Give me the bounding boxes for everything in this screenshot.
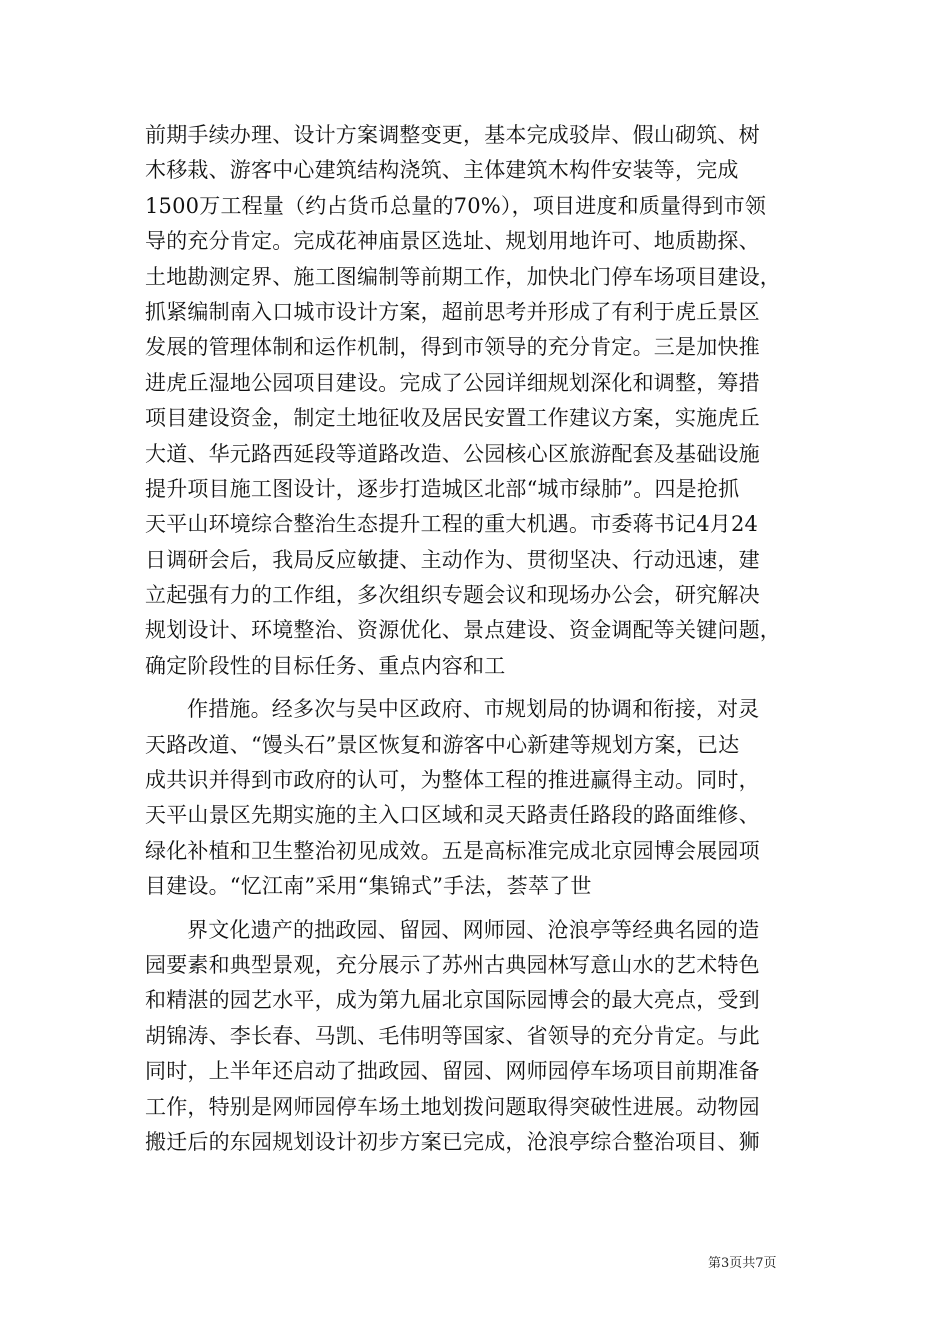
text-line: 日调研会后，我局反应敏捷、主动作为、贯彻坚决、行动迅速，建	[145, 547, 760, 572]
text-line: 天路改道、“馒头石”景区恢复和游客中心新建等规划方案，已达	[145, 732, 740, 757]
text-line: 和精湛的园艺水平，成为第九届北京国际园博会的最大亮点，受到	[145, 988, 760, 1013]
text-line: 提升项目施工图设计，逐步打造城区北部“城市绿肺”。四是抢抓	[145, 476, 740, 501]
text-line: 发展的管理体制和运作机制，得到市领导的充分肯定。三是加快推	[145, 335, 760, 360]
text-line: 1500万工程量（约占货币总量的70%），项目进度和质量得到市领	[145, 193, 767, 218]
paragraph-3	[145, 913, 815, 1161]
text-line: 进虎丘湿地公园项目建设。完成了公园详细规划深化和调整，筹措	[145, 370, 760, 395]
text-line: 导的充分肯定。完成花神庙景区选址、规划用地许可、地质勘探、	[145, 229, 760, 254]
text-line: 绿化补植和卫生整治初见成效。五是高标准完成北京园博会展园项	[145, 838, 760, 863]
text-line: 土地勘测定界、施工图编制等前期工作，加快北门停车场项目建设，	[145, 264, 781, 289]
text-line: 作措施。经多次与吴中区政府、市规划局的协调和衔接，对灵	[187, 697, 760, 722]
text-line: 搬迁后的东园规划设计初步方案已完成，沧浪亭综合整治项目、狮	[145, 1129, 760, 1154]
text-line: 胡锦涛、李长春、马凯、毛伟明等国家、省领导的充分肯定。与此	[145, 1023, 760, 1048]
text-line: 成共识并得到市政府的认可，为整体工程的推进赢得主动。同时，	[145, 768, 760, 793]
paragraph-gap	[145, 684, 815, 692]
text-line: 天平山环境综合整治生态提升工程的重大机遇。市委蒋书记4月24	[145, 512, 759, 537]
text-line: 立起强有力的工作组，多次组织专题会议和现场办公会，研究解决	[145, 583, 760, 608]
paragraph-gap	[145, 905, 815, 913]
paragraph-1	[145, 118, 815, 684]
body-text	[145, 118, 815, 1160]
text-line: 规划设计、环境整治、资源优化、景点建设、资金调配等关键问题，	[145, 618, 781, 643]
text-line: 目建设。“忆江南”采用“集锦式”手法，荟萃了世	[145, 874, 592, 899]
text-line: 抓紧编制南入口城市设计方案，超前思考并形成了有利于虎丘景区	[145, 299, 760, 324]
text-line: 大道、华元路西延段等道路改造、公园核心区旅游配套及基础设施	[145, 441, 760, 466]
text-line: 天平山景区先期实施的主入口区域和灵天路责任路段的路面维修、	[145, 803, 760, 828]
text-line: 木移栽、游客中心建筑结构浇筑、主体建筑木构件安装等，完成	[145, 158, 739, 183]
text-line: 项目建设资金，制定土地征收及居民安置工作建议方案，实施虎丘	[145, 406, 760, 431]
text-line: 同时，上半年还启动了拙政园、留园、网师园停车场项目前期准备	[145, 1059, 760, 1084]
text-line: 前期手续办理、设计方案调整变更，基本完成驳岸、假山砌筑、树	[145, 123, 760, 147]
text-line: 确定阶段性的目标任务、重点内容和工	[145, 653, 506, 678]
paragraph-2	[145, 692, 815, 904]
text-line: 工作，特别是网师园停车场土地划拨问题取得突破性进展。动物园	[145, 1094, 760, 1119]
text-line: 园要素和典型景观，充分展示了苏州古典园林写意山水的艺术特色	[145, 952, 760, 977]
text-line: 界文化遗产的拙政园、留园、网师园、沧浪亭等经典名园的造	[187, 917, 760, 942]
page-number-footer: 第3页共7页	[708, 1256, 777, 1271]
